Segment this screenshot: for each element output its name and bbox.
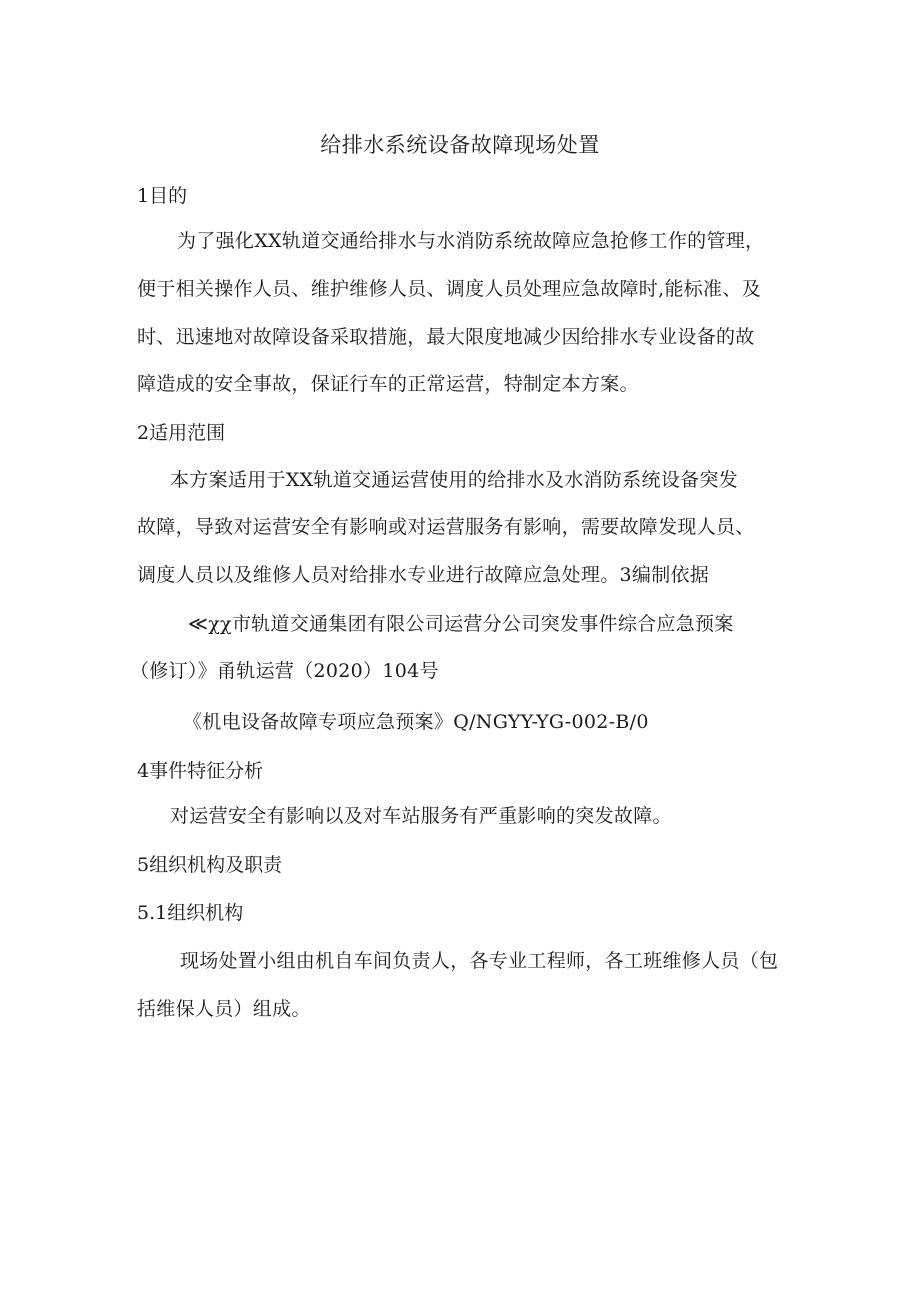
section-heading-purpose: 1目的 <box>137 185 188 207</box>
paragraph-line: 时、迅速地对故障设备采取措施，最大限度地减少因给排水专业设备的故 <box>137 326 755 348</box>
paragraph-line: 本方案适用于XX轨道交通运营使用的给排水及水消防系统设备突发 <box>170 469 739 491</box>
section-heading-characteristics: 4事件特征分析 <box>137 760 264 782</box>
paragraph-line: 《机电设备故障专项应急预案》Q/NGYY-YG-002-B/0 <box>183 711 649 733</box>
paragraph-line: （修订）》甬轨运营（2020）104号 <box>130 660 439 682</box>
paragraph-line: 障造成的安全事故，保证行车的正常运营，特制定本方案。 <box>137 373 639 395</box>
section-heading-org-structure: 5.1组织机构 <box>137 902 244 924</box>
paragraph-line: 调度人员以及维修人员对给排水专业进行故障应急处理。3编制依据 <box>137 564 710 586</box>
paragraph-line: ≪χχ市轨道交通集团有限公司运营分公司突发事件综合应急预案 <box>188 613 734 635</box>
paragraph-line: 便于相关操作人员、维护维修人员、调度人员处理应急故障时,能标准、及 <box>137 278 761 300</box>
section-heading-scope: 2适用范围 <box>137 422 226 444</box>
paragraph-line: 故障，导致对运营安全有影响或对运营服务有影响，需要故障发现人员、 <box>137 516 755 538</box>
paragraph-line: 对运营安全有影响以及对车站服务有严重影响的突发故障。 <box>170 805 672 827</box>
paragraph-line: 现场处置小组由机自车间负责人，各专业工程师，各工班维修人员（包 <box>180 950 779 972</box>
paragraph-line: 括维保人员）组成。 <box>137 998 311 1020</box>
document-title: 给排水系统设备故障现场处置 <box>320 133 600 157</box>
paragraph-line: 为了强化XX轨道交通给排水与水消防系统故障应急抢修工作的管理， <box>177 230 765 252</box>
section-heading-organization: 5组织机构及职责 <box>137 854 283 876</box>
